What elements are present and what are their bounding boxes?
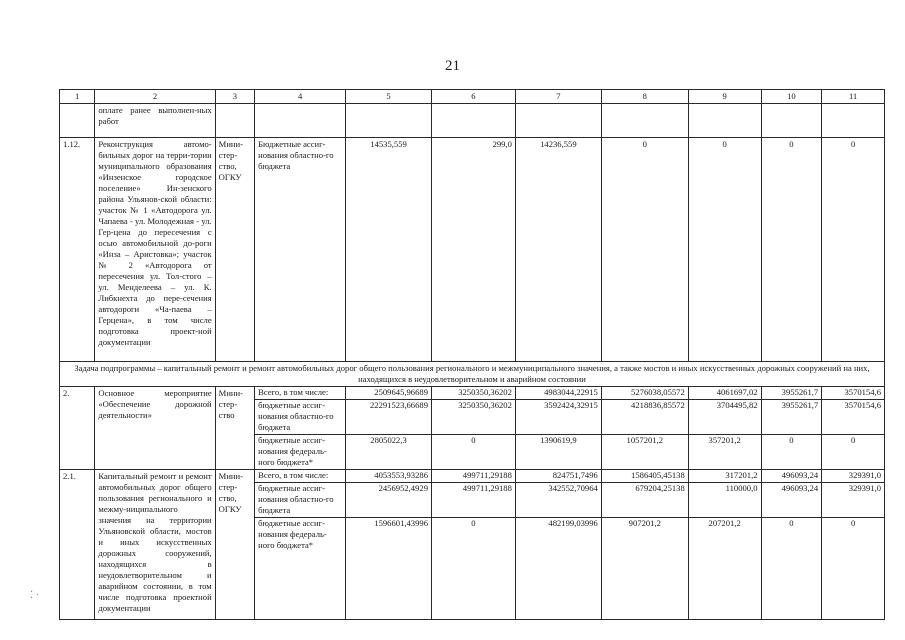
col-header: 11	[822, 90, 885, 104]
value-cell: 1596601,43996	[374, 518, 428, 528]
task-text: Задача подпрограммы – капитальный ремонт и ремонт автомобильных дорог общего пользования регионального и межмуниципального значения, а также мостов и иных искусственных дорожных сооружений на них, находящихся в неудовлетворительном и аварийном состоянии	[60, 362, 885, 387]
value-cell: 0	[822, 138, 885, 362]
value-cell: 14535,559	[346, 138, 432, 362]
value-cell: 2509645,96689	[346, 387, 431, 400]
row-source: бюджетные ассиг-нования федераль-ного бюджета*	[258, 435, 327, 467]
value-cell: 0	[688, 138, 761, 362]
row-name: Основное мероприятие «Обеспечение дорожной деятельности»	[95, 387, 215, 470]
row-name: оплате ранее выполнен-ных работ	[95, 104, 215, 138]
value-cell: 3955261,7	[762, 387, 822, 400]
value-cell: 0	[601, 138, 688, 362]
col-header: 4	[255, 90, 346, 104]
value-cell: 496093,24	[762, 483, 822, 518]
value-cell: 0	[471, 518, 476, 528]
value-cell: 110000,0	[689, 483, 761, 518]
row-source: Бюджетные ассиг-нования областно-го бюджета	[255, 138, 346, 362]
col-header: 9	[688, 90, 761, 104]
value-cell: 299,0	[432, 138, 516, 362]
value-cell: 22291523,66689	[346, 400, 431, 435]
value-cell: 4983044,22915	[516, 387, 601, 400]
value-cell: 3250350,36202	[432, 387, 515, 400]
value-cell: 824751,7496	[516, 470, 601, 483]
value-cell: 499711,29188	[432, 483, 515, 518]
row-source: Всего, в том числе:	[255, 387, 345, 400]
row-source: бюджетные ассиг-нования федераль-ного бюджета*	[258, 518, 327, 550]
row-number: 1.12.	[60, 138, 95, 362]
col-header: 8	[601, 90, 688, 104]
value-cell: 1390619,9	[540, 435, 577, 445]
value-cell: 4053553,93286	[346, 470, 431, 483]
row-source: Всего, в том числе:	[255, 470, 345, 483]
row-executor: Мини-стер-ство	[215, 387, 254, 470]
value-cell: 5276038,05572	[602, 387, 688, 400]
value-cell: 317201,2	[689, 470, 761, 483]
table-row	[60, 104, 885, 138]
value-cell: 3955261,7	[762, 400, 822, 435]
value-cell: 0	[471, 435, 476, 445]
value-cell: 3250350,36202	[432, 400, 515, 435]
col-header: 5	[346, 90, 432, 104]
col-header: 10	[761, 90, 822, 104]
value-cell: 0	[850, 518, 856, 528]
row-source: бюджетные ассиг-нования областно-го бюджета	[255, 400, 345, 435]
value-cell: 0	[850, 435, 856, 445]
table-row	[60, 138, 885, 362]
row-name: Капитальный ремонт и ремонт автомобильных дорог общего пользования регионального и межму-ниципального значения на территории Ульяновской области, мостов и иных искусственных дорожных сооружений, находящихся в неудовлетворительном и аварийном состоянии, в том числе подготовка проектной документации	[95, 470, 215, 620]
col-header: 2	[95, 90, 215, 104]
value-cell: 1586405,45138	[602, 470, 688, 483]
value-cell: 4218836,85572	[602, 400, 688, 435]
value-cell: 0	[789, 435, 794, 445]
task-row	[60, 362, 885, 387]
value-cell: 907201,2	[628, 518, 661, 528]
value-cell: 3570154,6	[822, 387, 884, 400]
value-cell: 499711,29188	[432, 470, 515, 483]
value-cell: 679204,25138	[602, 483, 688, 518]
budget-table	[59, 89, 885, 620]
value-cell: 342552,70964	[516, 483, 601, 518]
value-cell: 329391,0	[822, 483, 884, 518]
value-cell: 14236,559	[515, 138, 601, 362]
value-cell: 1057201,2	[626, 435, 664, 445]
col-header: 7	[515, 90, 601, 104]
value-cell: 3704495,82	[689, 400, 761, 435]
value-cell: 0	[789, 518, 794, 528]
value-cell: 3570154,6	[822, 400, 884, 435]
row-executor: Мини-стер-ство, ОГКУ	[215, 470, 254, 620]
table-row	[60, 387, 885, 470]
row-number: 2.1.	[60, 470, 95, 620]
value-cell: 482199,03996	[548, 518, 598, 528]
col-header: 3	[215, 90, 254, 104]
value-cell: 207201,2	[708, 518, 741, 528]
value-cell: 3592424,32915	[516, 400, 601, 435]
row-name: Реконструкция автомо-бильных дорог на терри-тории муниципального образования «Инзенское городское поселение» Ин-зенского района Ульянов-ской области: участок № 1 «Автодорога ул. Чапаева - ул. Молодежная - ул. Гер-цена до пересечения с осью автомобильной до-роги «Инза – Аристовка»; участок № 2 «Автодорога от пересечения ул. Тол-стого – ул. Менделеева – ул. К. Либкнехта до пере-сечения автодороги «Ча-паева – Герцена», в том числе подготовка проект-ной документации	[95, 138, 215, 362]
row-number: 2.	[60, 387, 95, 470]
col-header: 6	[432, 90, 516, 104]
header-row	[60, 90, 885, 104]
value-cell: 0	[761, 138, 822, 362]
row-executor: Мини-стер-ство, ОГКУ	[215, 138, 254, 362]
value-cell: 2456952,4929	[346, 483, 431, 518]
value-cell: 329391,0	[822, 470, 884, 483]
page-number: 21	[445, 58, 460, 74]
table-row	[60, 470, 885, 620]
value-cell: 2805022,3	[370, 435, 407, 445]
value-cell: 357201,2	[708, 435, 741, 445]
value-cell: 496093,24	[762, 470, 822, 483]
row-source: бюджетные ассиг-нования областно-го бюджета	[255, 483, 345, 518]
col-header: 1	[60, 90, 95, 104]
scan-specks: ⁚ ·	[30, 590, 40, 601]
value-cell: 4061697,02	[689, 387, 761, 400]
